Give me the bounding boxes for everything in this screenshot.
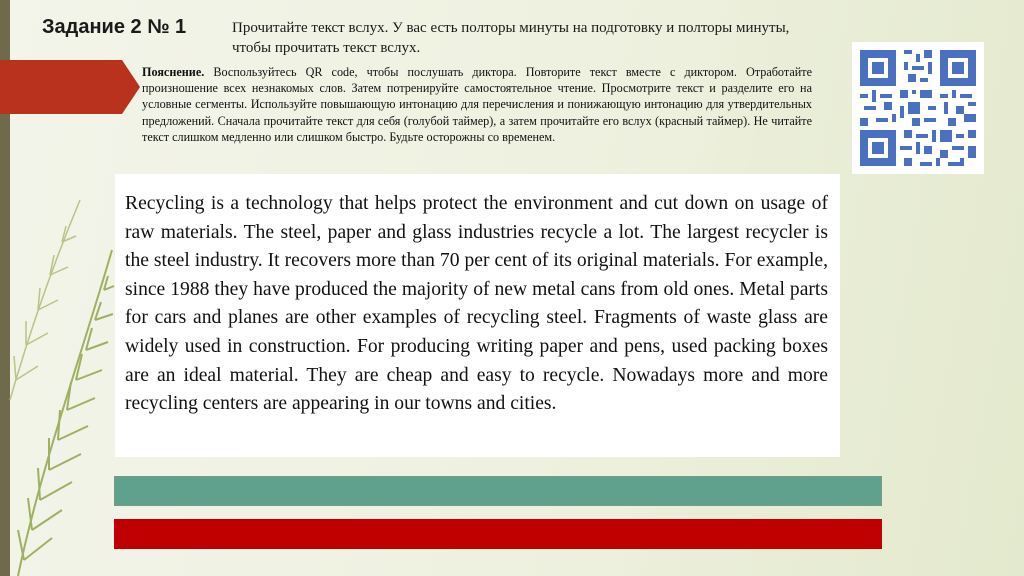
red-arrow-icon [0, 60, 142, 114]
task-title: Задание 2 № 1 [42, 16, 187, 38]
red-timer-bar [114, 519, 882, 549]
blue-timer-bar [114, 476, 882, 506]
reading-text-card [115, 174, 840, 457]
explanation-label: Пояснение. [142, 65, 205, 79]
reading-text: Recycling is a technology that helps protect the environment and cut down on usage of raw materials. The steel, paper and glass industries recycle a lot. The largest recycler is the steel industry. It recovers more than 70 per cent of its original materials. For example, since 1988 they have produced the majority of new metal cans from old ones. Metal parts for cars and planes are other examples of recycling steel. Fragments of waste glass are widely used in construction. For producing writing paper and pens, used packing boxes are an ideal material. They are cheap and easy to recycle. Nowadays more and more recycling centers are appearing in our towns and cities. [125, 193, 828, 415]
task-instruction: Прочитайте текст вслух. У вас есть полторы минуты на подготовку и полторы минуты, чтобы прочитать текст вслух. [232, 20, 790, 56]
explanation-text: Воспользуйтесь QR code, чтобы послушать диктора. Повторите текст вместе с диктором. Отработайте произношение всех незнакомых слов. Затем потренируйте самостоятельное чтение. Просмотрите текст и разделите его на условные сегменты. Используйте повышающую интонацию для перечисления и понижающую интонацию для утвердительных предложений. Сначала прочитайте текст для себя (голубой таймер), а затем прочитайте его вслух (красный таймер). Не читайте текст слишком медленно или слишком быстро. Будьте осторожны со временем. [142, 65, 813, 144]
qr-code-icon[interactable] [852, 42, 984, 174]
explanation [142, 64, 812, 145]
